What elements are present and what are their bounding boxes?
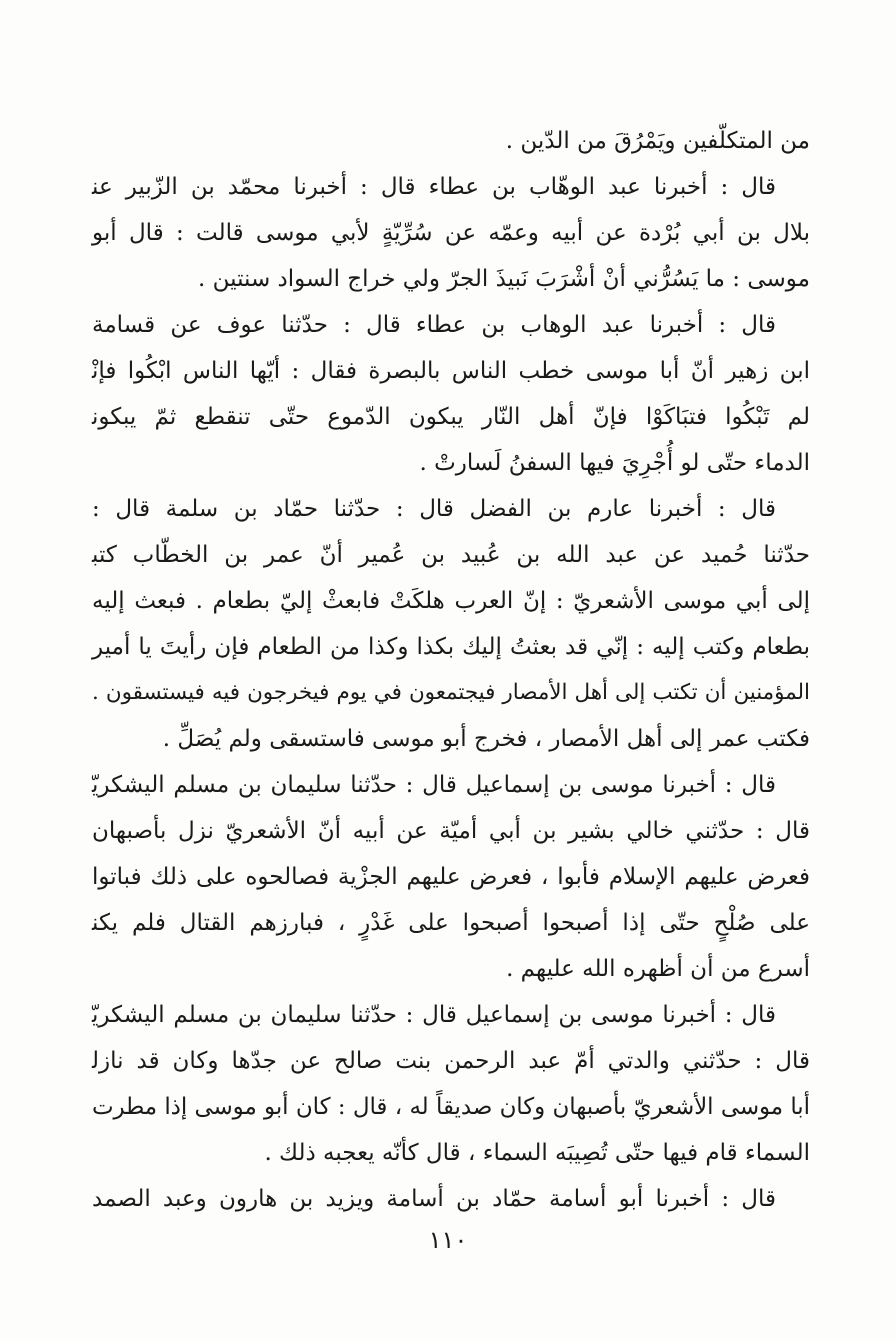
text-line: بطعام وكتب إليه : إنّي قد بعثتُ إليك بكذا وكذا من الطعام فإن رأيتَ يا أمير — [92, 634, 810, 660]
page-number: ١١٠ — [428, 1226, 468, 1254]
text-line: قال : أخبرنا عبد الوهّاب بن عطاء قال : أخبرنا محمّد بن الزّبير عن — [92, 174, 776, 200]
text-line: من المتكلّفين ويَمْرُقَ من الدّين . — [505, 128, 810, 154]
text-line: قال : حدّثني والدتي أمّ عبد الرحمن بنت صالح عن جدّها وكان قد نازل — [92, 1048, 810, 1074]
text-line: الدماء حتّى لو أُجْرِيَ فيها السفنُ لَسارتْ . — [419, 450, 810, 476]
text-line: ابن زهير أنّ أبا موسى خطب الناس بالبصرة فقال : أيّها الناس ابْكُوا فإنْ — [92, 358, 810, 384]
text-line: موسى : ما يَسُرُّني أنْ أشْرَبَ نَبيذَ الجرّ ولي خراج السواد سنتين . — [198, 266, 810, 292]
text-line: قال : أخبرنا موسى بن إسماعيل قال : حدّثنا سليمان بن مسلم اليشكريّ — [92, 772, 776, 798]
text-line: أبا موسى الأشعريّ بأصبهان وكان صديقاً له ، قال : كان أبو موسى إذا مطرت — [92, 1094, 810, 1120]
text-line: إلى أبي موسى الأشعريّ : إنّ العرب هلكَتْ فابعثْ إليّ بطعام . فبعث إليه — [92, 588, 810, 614]
text-line: المؤمنين أن تكتب إلى أهل الأمصار فيجتمعون في يوم فيخرجون فيه فيستسقون . — [92, 680, 810, 705]
text-line: فكتب عمر إلى أهل الأمصار ، فخرج أبو موسى فاستسقى ولم يُصَلِّ . — [162, 726, 810, 752]
text-line: بلال بن أبي بُرْدة عن أبيه وعمّه عن سُرِّيّةٍ لأبي موسى قالت : قال أبو — [92, 220, 810, 246]
text-line: السماء قام فيها حتّى تُصِيبَه السماء ، قال كأنّه يعجبه ذلك . — [264, 1140, 810, 1166]
text-line: قال : أخبرنا عبد الوهاب بن عطاء قال : حدّثنا عوف عن قسامة — [92, 312, 776, 338]
text-line: قال : أخبرنا موسى بن إسماعيل قال : حدّثنا سليمان بن مسلم اليشكريّ — [92, 1002, 776, 1028]
text-line: حدّثنا حُميد عن عبد الله بن عُبيد بن عُمير أنّ عمر بن الخطّاب كتب — [92, 542, 810, 568]
text-line: على صُلْحٍ حتّى إذا أصبحوا أصبحوا على غَدْرٍ ، فبارزهم القتال فلم يكن — [92, 910, 810, 936]
text-line: قال : أخبرنا أبو أسامة حمّاد بن أسامة ويزيد بن هارون وعبد الصمد — [92, 1186, 776, 1212]
text-line: لم تَبْكُوا فتبَاكَوْا فإنّ أهل النّار يبكون الدّموع حتّى تنقطع ثمّ يبكون — [92, 404, 810, 430]
page-body-text — [92, 118, 810, 1222]
text-line: فعرض عليهم الإسلام فأبوا ، فعرض عليهم الجزْية فصالحوه على ذلك فباتوا — [92, 864, 810, 890]
text-line: أسرع من أن أظهره الله عليهم . — [506, 956, 810, 982]
text-line: قال : أخبرنا عارم بن الفضل قال : حدّثنا حمّاد بن سلمة قال : — [92, 496, 776, 522]
text-line: قال : حدّثني خالي بشير بن أبي أميّة عن أبيه أنّ الأشعريّ نزل بأصبهان — [92, 818, 810, 844]
